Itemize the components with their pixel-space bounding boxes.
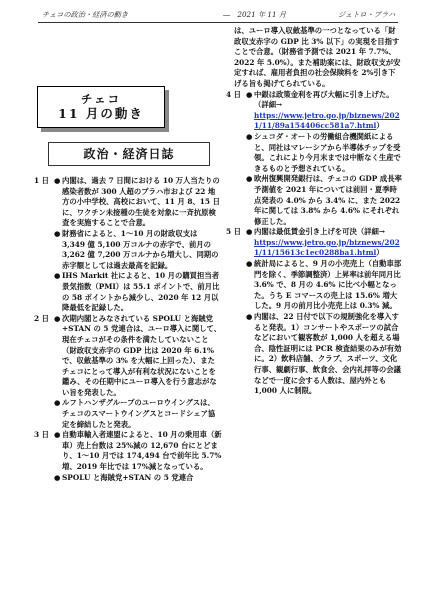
diary-item bbox=[54, 398, 222, 430]
day-label: 1 日 bbox=[34, 176, 50, 185]
right-day-list bbox=[226, 90, 402, 397]
diary-item bbox=[54, 271, 222, 313]
header-title: チェコの政治・経済の動き bbox=[42, 10, 129, 19]
item-text bbox=[254, 132, 402, 174]
day-entry bbox=[34, 314, 222, 431]
continued-text: は、ユーロ導入収斂基準の一つとなっている「財政収支赤字の GDP 比 3% 以下」の実現を目指すことで合意。（財務省予測では 2021 年 7.7%、2022 年 5.0%）。また補助案には、財政収支が安定すれば、雇用者負担の社会保険料を 2%引き下げる旨も掲げてられている。 bbox=[234, 26, 401, 88]
bullet-icon: ● bbox=[54, 472, 61, 482]
day-items bbox=[54, 176, 222, 314]
news-link[interactable]: https://www.jetro.go.jp/biznews/2021/11/15613c1ec0288ba1.html bbox=[254, 237, 400, 258]
left-day-list bbox=[34, 176, 222, 483]
bullet-icon: ● bbox=[246, 259, 253, 269]
diary-item bbox=[246, 259, 402, 312]
item-body: 内閣は最低賃金引き上げを可決（詳細→ bbox=[254, 227, 385, 237]
item-text bbox=[254, 259, 402, 312]
diary-item bbox=[246, 174, 402, 227]
item-body: 次期内閣とみなされている SPOLU と海賊党+STAN の 5 党連合は、ユーロ導入に関して、現在チェコがその条件を満たしていないこと（財政収支赤字の GDP 比は 2020 年 6.1% で、収斂基準の 3% を大幅に上回った）、またチェコにとって導入が有利な状況にないことを鑑み、その任期中にユーロ導入を行う意志がない旨を発表した。 bbox=[62, 313, 222, 397]
header-date: ― 2021 年 11 月 bbox=[223, 10, 287, 19]
item-body: IHS Markit 社によると、10 月の購買担当者景気指数（PMI）は 55.1 ポイントで、前月比の 58 ポイントから減少し、2020 年 12 月以降最低を記録した。 bbox=[62, 271, 220, 313]
item-body: 内閣は、過去 7 日間における 10 万人当たりの感染者数が 300 人超のプラハ市および 22 地方の小中学校、高校において、11 月 8、15 日に、ワクチン未接種の生徒を対象に一斉抗原検査を実施することで合意。 bbox=[62, 176, 220, 228]
item-text bbox=[62, 398, 222, 430]
day-items bbox=[246, 227, 402, 397]
item-text bbox=[62, 271, 222, 313]
diary-item bbox=[54, 229, 222, 271]
item-text bbox=[254, 174, 402, 227]
item-body: 財務省によると、1～10 月の財政収支は 3,349 億 5,100 万コルナの赤字で、前月の 3,262 億 7,200 万コルナから増大し、同期の赤字額としては過去最高を記録。 bbox=[62, 228, 219, 270]
header-divider bbox=[38, 22, 398, 23]
item-text bbox=[62, 473, 222, 484]
day-entry bbox=[34, 176, 222, 314]
bullet-icon: ● bbox=[246, 131, 253, 141]
day-items bbox=[246, 90, 402, 228]
diary-item bbox=[54, 314, 222, 399]
item-text bbox=[62, 430, 222, 472]
item-body: 統計局によると、9 月の小売売上（自動車部門を除く、季節調整済）上昇率は前年同月比 3.6% で、8 月の 4.6% に比べ小幅となった。うち E コマースの売上は 15.6% 増大した。9 月の前月比小売売上は 0.3% 減。 bbox=[254, 259, 402, 311]
bullet-icon: ● bbox=[246, 312, 253, 322]
day-label: 5 日 bbox=[226, 227, 242, 237]
day-entry bbox=[34, 430, 222, 483]
item-text bbox=[254, 90, 402, 132]
item-body: 自動車輸入者連盟によると、10 月の乗用車（新車）売上台数は 25%減の 12,670 台にとどまり、1～10 月では 174,494 台で前年比 5.7%増、2019 年比では 17%減となっている。 bbox=[62, 430, 222, 472]
news-link[interactable]: https://www.jetro.go.jp/biznews/2021/11/89a154406cc581a7.html bbox=[254, 110, 400, 131]
day-label: 4 日 bbox=[226, 89, 242, 99]
diary-item bbox=[246, 132, 402, 174]
diary-item bbox=[54, 176, 222, 229]
item-body: シュコダ・オートの労働組合機関紙によると、同社はマレーシアから半導体チップを受領。これにより今月末までは中断なく生産できるものと予想されている。 bbox=[254, 131, 401, 173]
day-label: 3 日 bbox=[34, 430, 50, 440]
diary-item bbox=[246, 312, 402, 397]
section-title: 政治・経済日誌 bbox=[48, 142, 210, 166]
bullet-icon: ● bbox=[246, 174, 253, 184]
bullet-icon: ● bbox=[54, 176, 61, 185]
right-column bbox=[226, 26, 402, 397]
bullet-icon: ● bbox=[54, 228, 61, 238]
item-body: 中銀は政策金利を再び大幅に引き上げた。（詳細→ bbox=[254, 89, 394, 110]
bullet-icon: ● bbox=[54, 398, 61, 408]
bullet-icon: ● bbox=[246, 227, 253, 237]
left-column bbox=[34, 26, 222, 483]
day-items bbox=[54, 314, 222, 431]
diary-item bbox=[246, 227, 402, 259]
item-text bbox=[62, 176, 222, 229]
bullet-icon: ● bbox=[54, 430, 61, 440]
day-entry bbox=[226, 227, 402, 397]
day-label: 2 日 bbox=[34, 313, 50, 323]
diary-item bbox=[54, 473, 222, 484]
day-items bbox=[54, 430, 222, 483]
title-country: チェコ bbox=[80, 92, 122, 106]
item-text bbox=[254, 227, 402, 259]
item-text bbox=[254, 312, 402, 397]
item-text bbox=[62, 314, 222, 399]
diary-item bbox=[54, 430, 222, 472]
bullet-icon: ● bbox=[54, 271, 61, 281]
item-body: SPOLU と海賊党+STAN の 5 党連合 bbox=[62, 472, 194, 482]
title-box bbox=[37, 86, 165, 128]
item-body: ルフトハンザグループのユーロウイングスは、チェコのスマートウイングスとコードシェア協定を締結したと発表。 bbox=[62, 398, 216, 429]
item-body: 内閣は、22 日付で以下の規制強化を導入すると発表。1）コンサートやスポーツの試合などにおいて観客数が 1,000 人を超える場合、陰性証明には PCR 検査結果のみが有効に。2）飲料店舗、クラブ、スポーツ、文化行事、観劇行事、飲食会、会内礼拝等の会議などで一度に会する人数は、屋内外とも 1,000 人に制限。 bbox=[254, 312, 402, 396]
item-body: 欧州復興開発銀行は、チェコの GDP 成長率予測値を 2021 年については前回・夏季時点発表の 4.0% から 3.4% に、また 2022 年に関しては 3.8% から 4.6% にそれぞれ修正した。 bbox=[254, 174, 402, 226]
diary-item bbox=[246, 90, 402, 132]
bullet-icon: ● bbox=[54, 313, 61, 323]
day-entry bbox=[226, 90, 402, 228]
header-source: ジェトロ・プラハ bbox=[338, 10, 396, 19]
link-close: ） bbox=[376, 121, 384, 131]
bullet-icon: ● bbox=[246, 89, 253, 99]
item-text bbox=[62, 229, 222, 271]
title-month: 11 月の動き bbox=[58, 106, 144, 121]
link-close: ） bbox=[376, 248, 384, 258]
